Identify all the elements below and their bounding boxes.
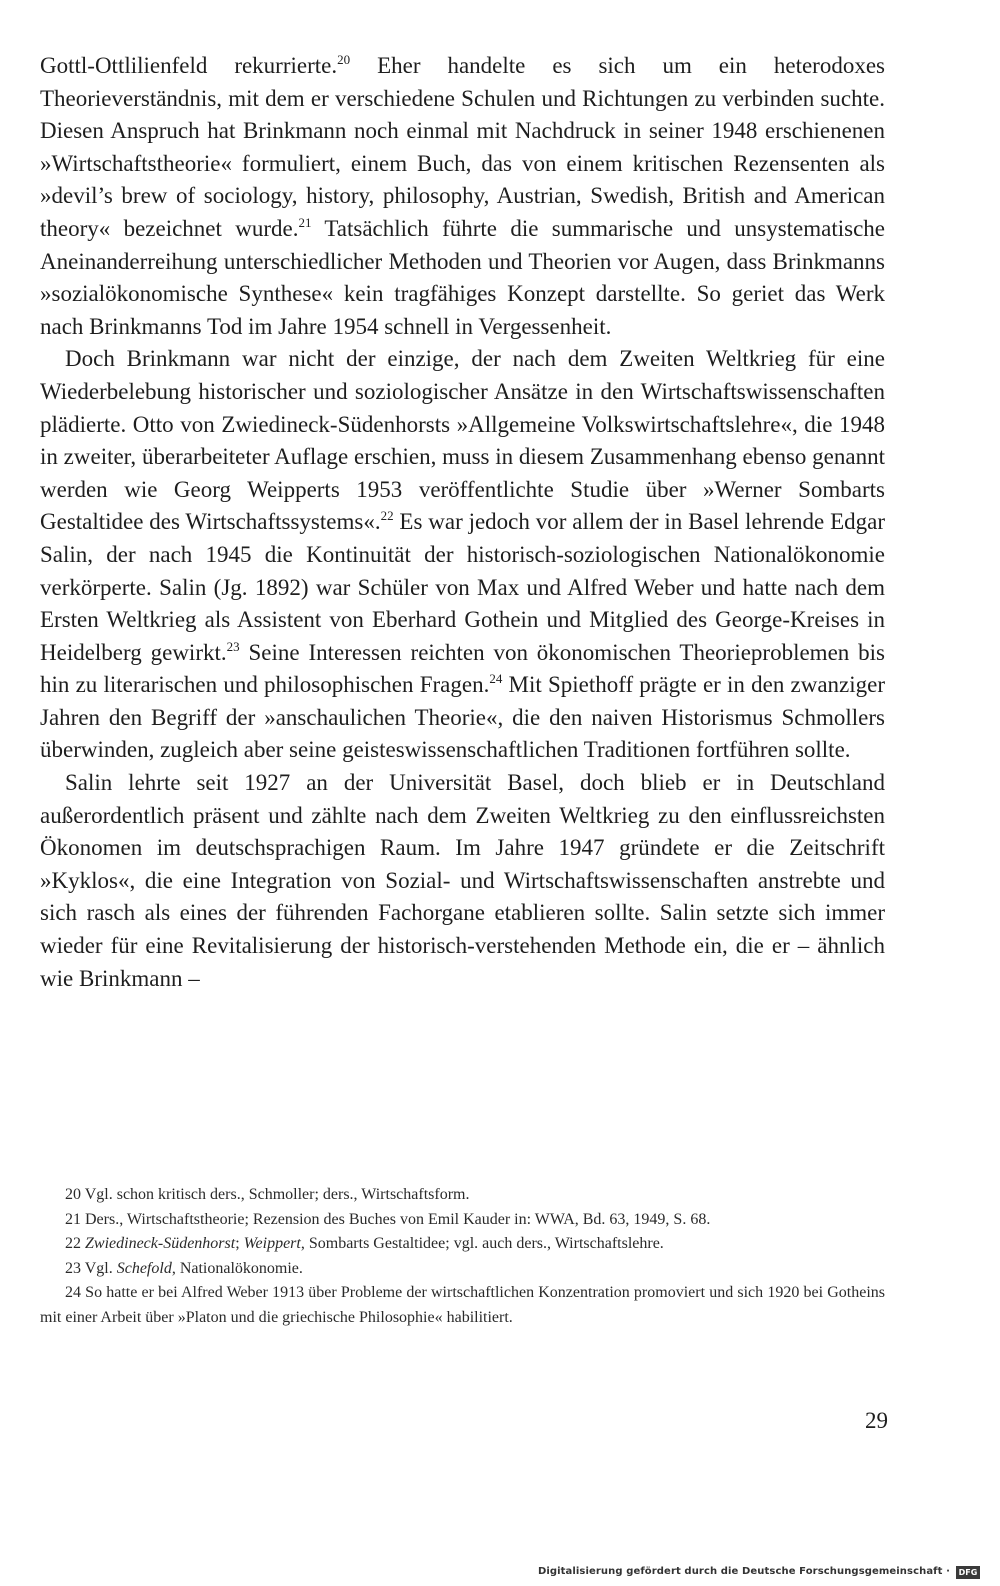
text-run: , Nationalökonomie. xyxy=(171,1259,303,1277)
paragraph xyxy=(40,50,885,343)
text-run: Salin lehrte seit 1927 an der Universität Basel, doch blieb er in Deutschland außerordentlich präsent und zählte nach dem Zweiten Weltkrieg zu den einflussreichsten Ökonomen im deutschsprachigen Raum. Im Jahre 1947 gründete er die Zeitschrift »Kyklos«, die eine Integration von Sozial- und Wirtschaftswissenschaften anstrebte und sich rasch als eines der führenden Fachorgane etablieren sollte. Salin setzte sich immer wieder für eine Revitalisierung der historisch-verstehenden Methode ein, die er – ähnlich wie Brinkmann – xyxy=(40,770,885,991)
dfg-logo: DFG xyxy=(956,1566,980,1579)
text-run: 20 Vgl. schon kritisch ders., Schmoller; ders., Wirtschaftsform. xyxy=(65,1186,470,1203)
footnote-reference: 23 xyxy=(226,638,240,654)
author-name: Zwiedineck-Südenhorst xyxy=(85,1235,236,1252)
footnotes xyxy=(40,1183,885,1330)
footnote-reference: 21 xyxy=(298,214,312,230)
text-run: , Sombarts Gestaltidee; vgl. auch ders., Wirtschaftslehre. xyxy=(300,1235,664,1252)
text-run: 23 Vgl. xyxy=(65,1259,117,1277)
text-run: 21 Ders., Wirtschaftstheorie; Rezension des Buches von Emil Kauder in: WWA, Bd. 63, 1949, S. 68. xyxy=(65,1210,711,1228)
text-run: Mit Spiethoff prägte er in den zwanziger Jahren den Begriff der »anschaulichen Theorie«, die den naiven Historismus Schmollers überwinden, zugleich aber seine geisteswissenschaftlichen Traditionen fortführen sollte. xyxy=(40,672,885,763)
text-run: 24 So hatte er bei Alfred Weber 1913 über Probleme der wirtschaftlichen Konzentration promoviert und sich 1920 bei Gotheins mit einer Arbeit über »Platon und die griechische Philosophie« habilitiert. xyxy=(40,1284,885,1326)
paragraph xyxy=(40,767,885,995)
footnote xyxy=(40,1281,885,1330)
footnote-reference: 20 xyxy=(337,52,351,67)
text-run: Seine Interessen reichten von ökonomischen Theorieproblemen bis hin zu literarischen und philosophischen Fragen. xyxy=(40,639,885,698)
text-run: Es war jedoch vor allem der in Basel lehrende Edgar Salin, der nach 1945 die Kontinuität der historisch-soziologischen Nationalökonomie verkörperte. Salin (Jg. 1892) war Schüler von Max und Alfred Weber und hatte nach dem Ersten Weltkrieg als Assistent von Eberhard Gothein und Mitglied des George-Kreises in Heidelberg gewirkt. xyxy=(40,509,885,665)
paragraph xyxy=(40,343,885,767)
author-name: Schefold xyxy=(116,1259,172,1277)
digitization-credit: Digitalisierung gefördert durch die Deutsche Forschungsgemeinschaft · xyxy=(537,1566,950,1577)
main-text xyxy=(40,50,885,995)
text-run: Eher handelte es sich um ein heterodoxes Theorieverständnis, mit dem er verschiedene Schulen und Richtungen zu verbinden suchte. Diesen Anspruch hat Brinkmann noch einmal mit Nachdruck in seiner 1948 erschienenen »Wirtschaftstheorie« formuliert, einem Buch, das von einem kritischen Rezensenten als »devil’s brew of sociology, history, philosophy, Austrian, Swedish, British and American theory« bezeichnet wurde. xyxy=(40,53,885,241)
text-run: Tatsächlich führte die summarische und unsystematische Aneinanderreihung unterschiedlicher Methoden und Theorien vor Augen, dass Brinkmanns »sozialökonomische Synthese« kein tragfähiges Konzept darstellte. So geriet das Werk nach Brinkmanns Tod im Jahre 1954 schnell in Vergessenheit. xyxy=(40,215,885,339)
author-name: Weippert xyxy=(243,1235,301,1252)
footnote-reference: 22 xyxy=(380,508,394,524)
footnote xyxy=(40,1257,885,1282)
footnote xyxy=(40,1208,885,1233)
text-run: ; xyxy=(235,1235,244,1252)
footnote xyxy=(40,1183,885,1208)
text-run: Doch Brinkmann war nicht der einzige, der nach dem Zweiten Weltkrieg für eine Wiederbelebung historischer und soziologischer Ansätze in den Wirtschaftswissenschaften plädierte. Otto von Zwiedineck-Südenhorsts »Allgemeine Volkswirtschaftslehre«, die 1948 in zweiter, überarbeiteter Auflage erschien, muss in diesem Zusammenhang ebenso genannt werden wie Georg Weipperts 1953 veröffentlichte Studie über »Werner Sombarts Gestaltidee des Wirtschaftssystems«. xyxy=(40,346,885,535)
footnote-reference: 24 xyxy=(489,671,503,687)
footnote xyxy=(40,1232,885,1257)
text-run: Gottl-Ottlilienfeld rekurrierte. xyxy=(40,53,338,78)
text-run: 22 xyxy=(65,1235,85,1252)
page-number: 29 xyxy=(865,1408,888,1433)
